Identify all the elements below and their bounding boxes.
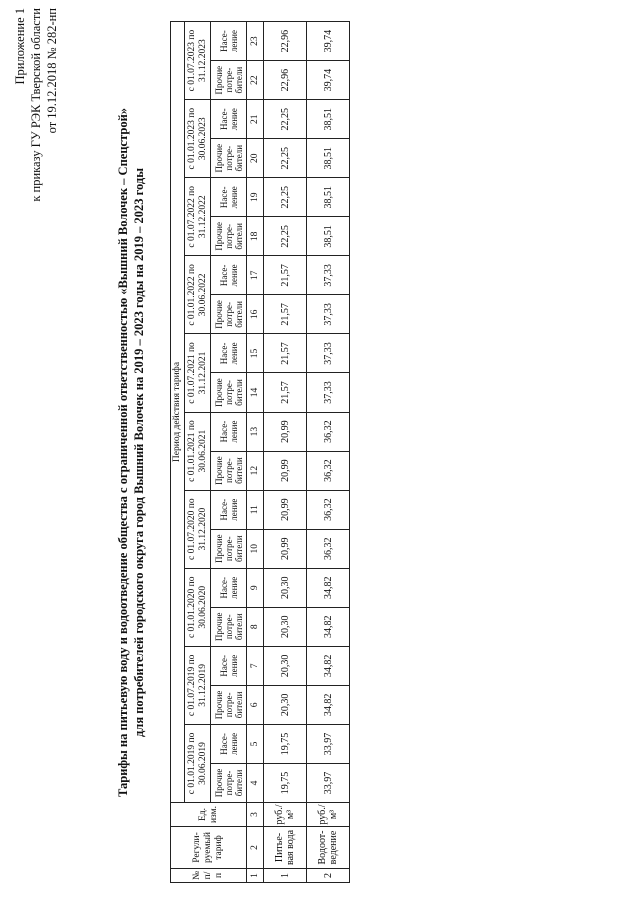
tariff-value-cell: 21,57	[264, 373, 307, 412]
tariff-value-cell: 33,97	[307, 763, 350, 802]
column-index-cell: 16	[247, 295, 264, 334]
tariff-value-cell: 38,51	[307, 217, 350, 256]
title-line: для потребителей городского округа город Вышний Волочек на 2019 – 2023 годы на 2019 – 2023 годы	[132, 168, 146, 738]
column-index-cell: 23	[247, 22, 264, 61]
tariff-value-cell: 20,99	[264, 490, 307, 529]
tariff-value-cell: 22,25	[264, 139, 307, 178]
tariff-value-cell: 34,82	[307, 607, 350, 646]
tariff-value-cell: 39,74	[307, 22, 350, 61]
tariff-value-cell: 20,99	[264, 451, 307, 490]
column-index-cell: 9	[247, 568, 264, 607]
tariff-value-cell: 37,33	[307, 373, 350, 412]
subheader-other-consumers: Прочие потре-бители	[211, 607, 247, 646]
column-index-cell: 17	[247, 256, 264, 295]
tariff-value-cell: 20,30	[264, 607, 307, 646]
tariff-value-cell: 20,30	[264, 646, 307, 685]
tariff-value-cell: 38,51	[307, 100, 350, 139]
row-tariff-name: Питье-вая вода	[264, 827, 307, 869]
subheader-other-consumers: Прочие потре-бители	[211, 685, 247, 724]
header-num: № п/п	[171, 869, 247, 883]
column-index-cell: 14	[247, 373, 264, 412]
subheader-other-consumers: Прочие потре-бители	[211, 139, 247, 178]
period-header-cell: с 01.01.2021 по 30.06.2021	[185, 412, 211, 490]
subheader-other-consumers: Прочие потре-бители	[211, 763, 247, 802]
tariff-value-cell: 36,32	[307, 490, 350, 529]
column-index-cell: 20	[247, 139, 264, 178]
column-index-cell: 6	[247, 685, 264, 724]
tariff-value-cell: 33,97	[307, 724, 350, 763]
document-title	[115, 40, 147, 865]
tariff-value-cell: 36,32	[307, 529, 350, 568]
table-row	[264, 22, 307, 883]
column-index-cell: 10	[247, 529, 264, 568]
row-unit: руб./м³	[264, 803, 307, 827]
subheader-population: Насе-ление	[211, 412, 247, 451]
tariff-value-cell: 37,33	[307, 256, 350, 295]
tariff-value-cell: 39,74	[307, 61, 350, 100]
tariff-value-cell: 19,75	[264, 724, 307, 763]
tariff-value-cell: 37,33	[307, 295, 350, 334]
subheader-other-consumers: Прочие потре-бители	[211, 295, 247, 334]
column-index-cell: 21	[247, 100, 264, 139]
tariff-value-cell: 21,57	[264, 295, 307, 334]
tariff-value-cell: 38,51	[307, 178, 350, 217]
tariff-value-cell: 22,96	[264, 22, 307, 61]
period-header-cell: с 01.07.2023 по 31.12.2023	[185, 22, 211, 100]
period-header-cell: с 01.07.2022 по 31.12.2022	[185, 178, 211, 256]
appendix-line: к приказу ГУ РЭК Тверской области	[29, 8, 43, 202]
column-index-row	[247, 22, 264, 883]
column-index-cell: 2	[247, 827, 264, 869]
tariff-value-cell: 20,99	[264, 529, 307, 568]
tariff-value-cell: 20,30	[264, 568, 307, 607]
subheader-population: Насе-ление	[211, 22, 247, 61]
period-header-cell: с 01.07.2020 по 31.12.2020	[185, 490, 211, 568]
subheader-other-consumers: Прочие потре-бители	[211, 451, 247, 490]
tariff-value-cell: 22,96	[264, 61, 307, 100]
subheader-population: Насе-ление	[211, 334, 247, 373]
tariff-value-cell: 22,25	[264, 100, 307, 139]
column-index-cell: 18	[247, 217, 264, 256]
column-index-cell: 1	[247, 869, 264, 883]
subheader-population: Насе-ление	[211, 178, 247, 217]
column-index-cell: 19	[247, 178, 264, 217]
column-index-cell: 3	[247, 803, 264, 827]
subheader-population: Насе-ление	[211, 724, 247, 763]
period-header-cell: с 01.01.2023 по 30.06.2023	[185, 100, 211, 178]
subheader-population: Насе-ление	[211, 646, 247, 685]
subheader-other-consumers: Прочие потре-бители	[211, 373, 247, 412]
column-index-cell: 13	[247, 412, 264, 451]
subheader-population: Насе-ление	[211, 256, 247, 295]
table-row	[307, 22, 350, 883]
appendix-block	[12, 8, 60, 202]
tariff-value-cell: 20,99	[264, 412, 307, 451]
column-index-cell: 22	[247, 61, 264, 100]
title-line: Тарифы на питьевую воду и водоотведение общества с ограниченной ответственностью «Вышний Волочек – Спецстрой»	[116, 107, 130, 798]
tariff-value-cell: 37,33	[307, 334, 350, 373]
tariff-value-cell: 19,75	[264, 763, 307, 802]
column-index-cell: 7	[247, 646, 264, 685]
header-tariff: Регули-руемый тариф	[171, 827, 247, 869]
tariff-value-cell: 38,51	[307, 139, 350, 178]
tariff-value-cell: 34,82	[307, 568, 350, 607]
subheader-population: Насе-ление	[211, 100, 247, 139]
subheader-other-consumers: Прочие потре-бители	[211, 529, 247, 568]
row-number: 1	[264, 869, 307, 883]
tariff-value-cell: 21,57	[264, 334, 307, 373]
subheader-other-consumers: Прочие потре-бители	[211, 217, 247, 256]
period-header-cell: с 01.01.2022 по 30.06.2022	[185, 256, 211, 334]
tariff-value-cell: 22,25	[264, 178, 307, 217]
subheader-other-consumers: Прочие потре-бители	[211, 61, 247, 100]
period-header-cell: с 01.01.2020 по 30.06.2020	[185, 568, 211, 646]
tariff-value-cell: 21,57	[264, 256, 307, 295]
appendix-line: от 19.12.2018 № 282-нп	[45, 8, 59, 134]
tariff-table	[170, 21, 350, 883]
tariff-value-cell: 22,25	[264, 217, 307, 256]
header-unit: Ед. изм.	[171, 803, 247, 827]
column-index-cell: 8	[247, 607, 264, 646]
subheader-population: Насе-ление	[211, 490, 247, 529]
column-index-cell: 12	[247, 451, 264, 490]
appendix-line: Приложение 1	[13, 8, 27, 85]
tariff-value-cell: 36,32	[307, 412, 350, 451]
subheader-population: Насе-ление	[211, 568, 247, 607]
column-index-cell: 11	[247, 490, 264, 529]
column-index-cell: 4	[247, 763, 264, 802]
column-index-cell: 5	[247, 724, 264, 763]
header-period: Период действия тарифа	[171, 22, 185, 803]
tariff-value-cell: 34,82	[307, 685, 350, 724]
row-unit: руб./м³	[307, 803, 350, 827]
column-index-cell: 15	[247, 334, 264, 373]
tariff-value-cell: 34,82	[307, 646, 350, 685]
period-header-cell: с 01.01.2019 по 30.06.2019	[185, 724, 211, 802]
row-number: 2	[307, 869, 350, 883]
period-header-cell: с 01.07.2021 по 31.12.2021	[185, 334, 211, 412]
row-tariff-name: Водоот-ведение	[307, 827, 350, 869]
tariff-value-cell: 36,32	[307, 451, 350, 490]
period-header-cell: с 01.07.2019 по 31.12.2019	[185, 646, 211, 724]
tariff-value-cell: 20,30	[264, 685, 307, 724]
